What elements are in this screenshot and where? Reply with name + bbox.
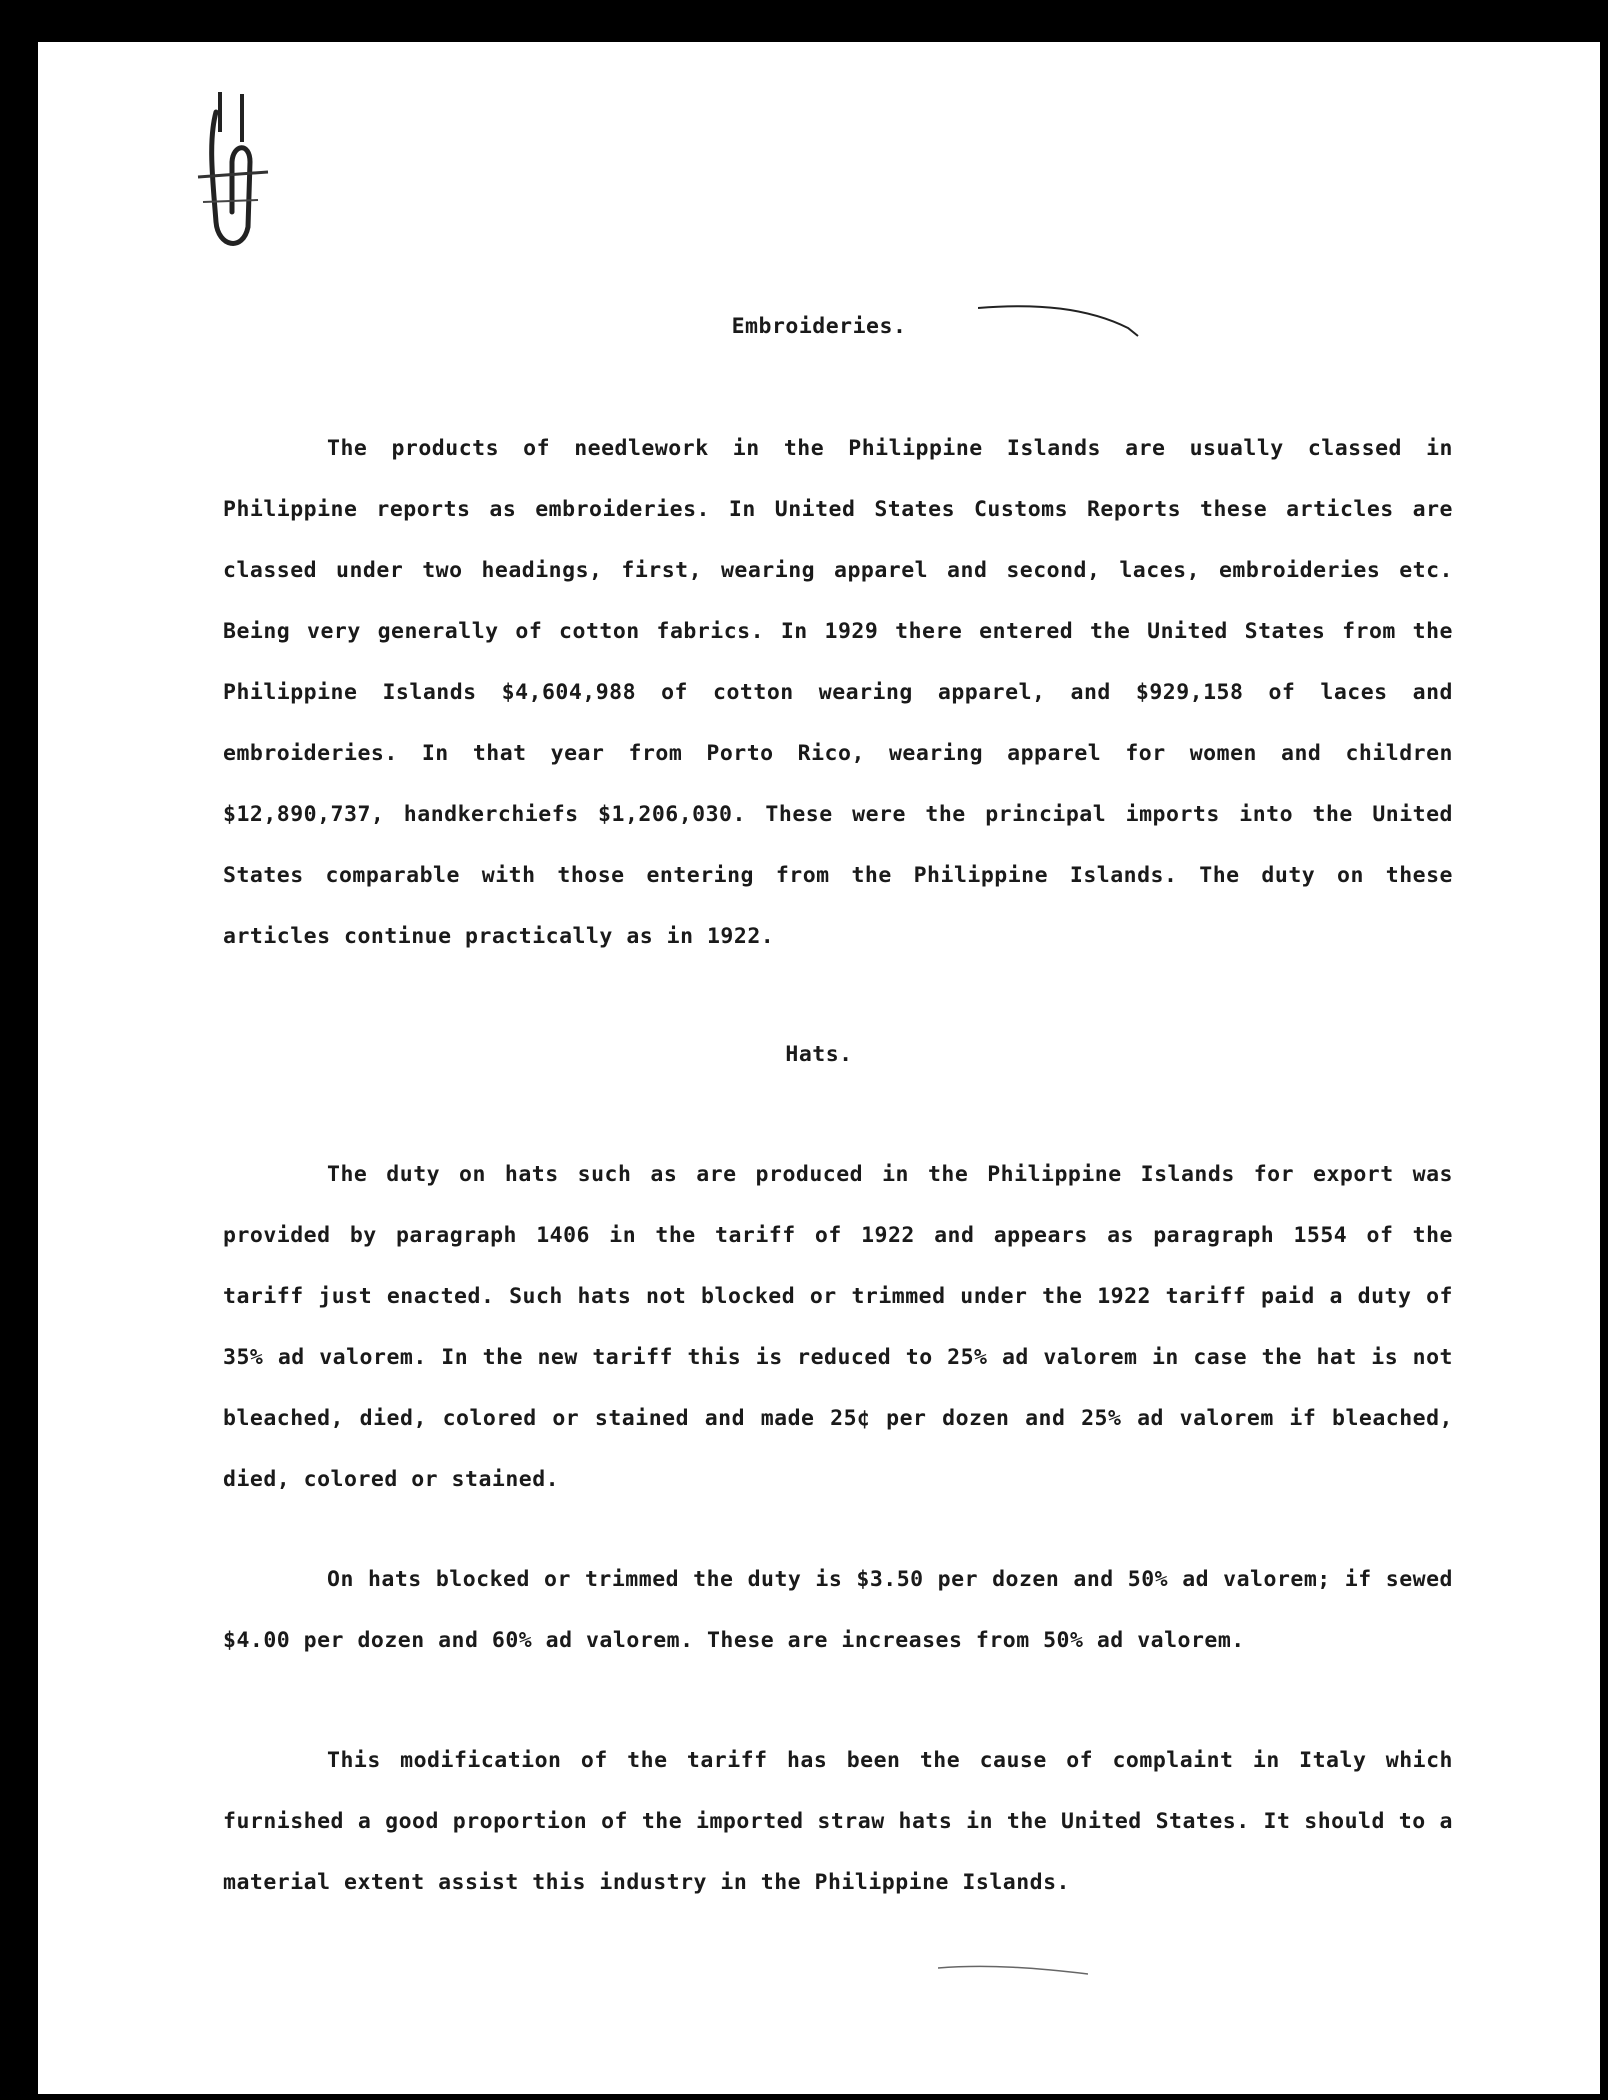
- heading-embroideries: Embroideries.: [731, 314, 907, 339]
- paragraph-hats-2-text: On hats blocked or trimmed the duty is $3.50 per dozen and 50% ad valorem; if sewed $4.00 per dozen and 60% ad valorem. These are increases from 50% ad valorem.: [223, 1567, 1453, 1653]
- paperclip-mark: [158, 72, 288, 272]
- paragraph-hats-1: [223, 1144, 1453, 1510]
- paragraph-hats-2: [223, 1549, 1453, 1671]
- pen-stroke-mark-bottom: [938, 1960, 1088, 1980]
- heading-hats: Hats.: [785, 1042, 853, 1067]
- paragraph-hats-1-text: The duty on hats such as are produced in the Philippine Islands for export was provided by paragraph 1406 in the tariff of 1922 and appears as paragraph 1554 of the tariff just enacted. Such hats not blocked or trimmed under the 1922 tariff paid a duty of 35% ad valorem. In the new tariff this is reduced to 25% ad valorem in case the hat is not bleached, died, colored or stained and made 25¢ per dozen and 25% ad valorem if bleached, died, colored or stained.: [223, 1162, 1453, 1492]
- paragraph-embroideries-text: The products of needlework in the Philippine Islands are usually classed in Philippine reports as embroideries. In United States Customs Reports these articles are classed under two headings, first, wearing apparel and second, laces, embroideries etc. Being very generally of cotton fabrics. In 1929 there entered the United States from the Philippine Islands $4,604,988 of cotton wearing apparel, and $929,158 of laces and embroideries. In that year from Porto Rico, wearing apparel for women and children $12,890,737, handkerchiefs $1,206,030. These were the principal imports into the United States comparable with those entering from the Philippine Islands. The duty on these articles continue practically as in 1922.: [223, 436, 1453, 949]
- paragraph-hats-3-text: This modification of the tariff has been the cause of complaint in Italy which furnished a good proportion of the imported straw hats in the United States. It should to a material extent assist this industry in the Philippine Islands.: [223, 1748, 1453, 1895]
- paragraph-hats-3: [223, 1730, 1453, 1913]
- paragraph-embroideries: [223, 418, 1453, 967]
- document-page: [38, 42, 1600, 2094]
